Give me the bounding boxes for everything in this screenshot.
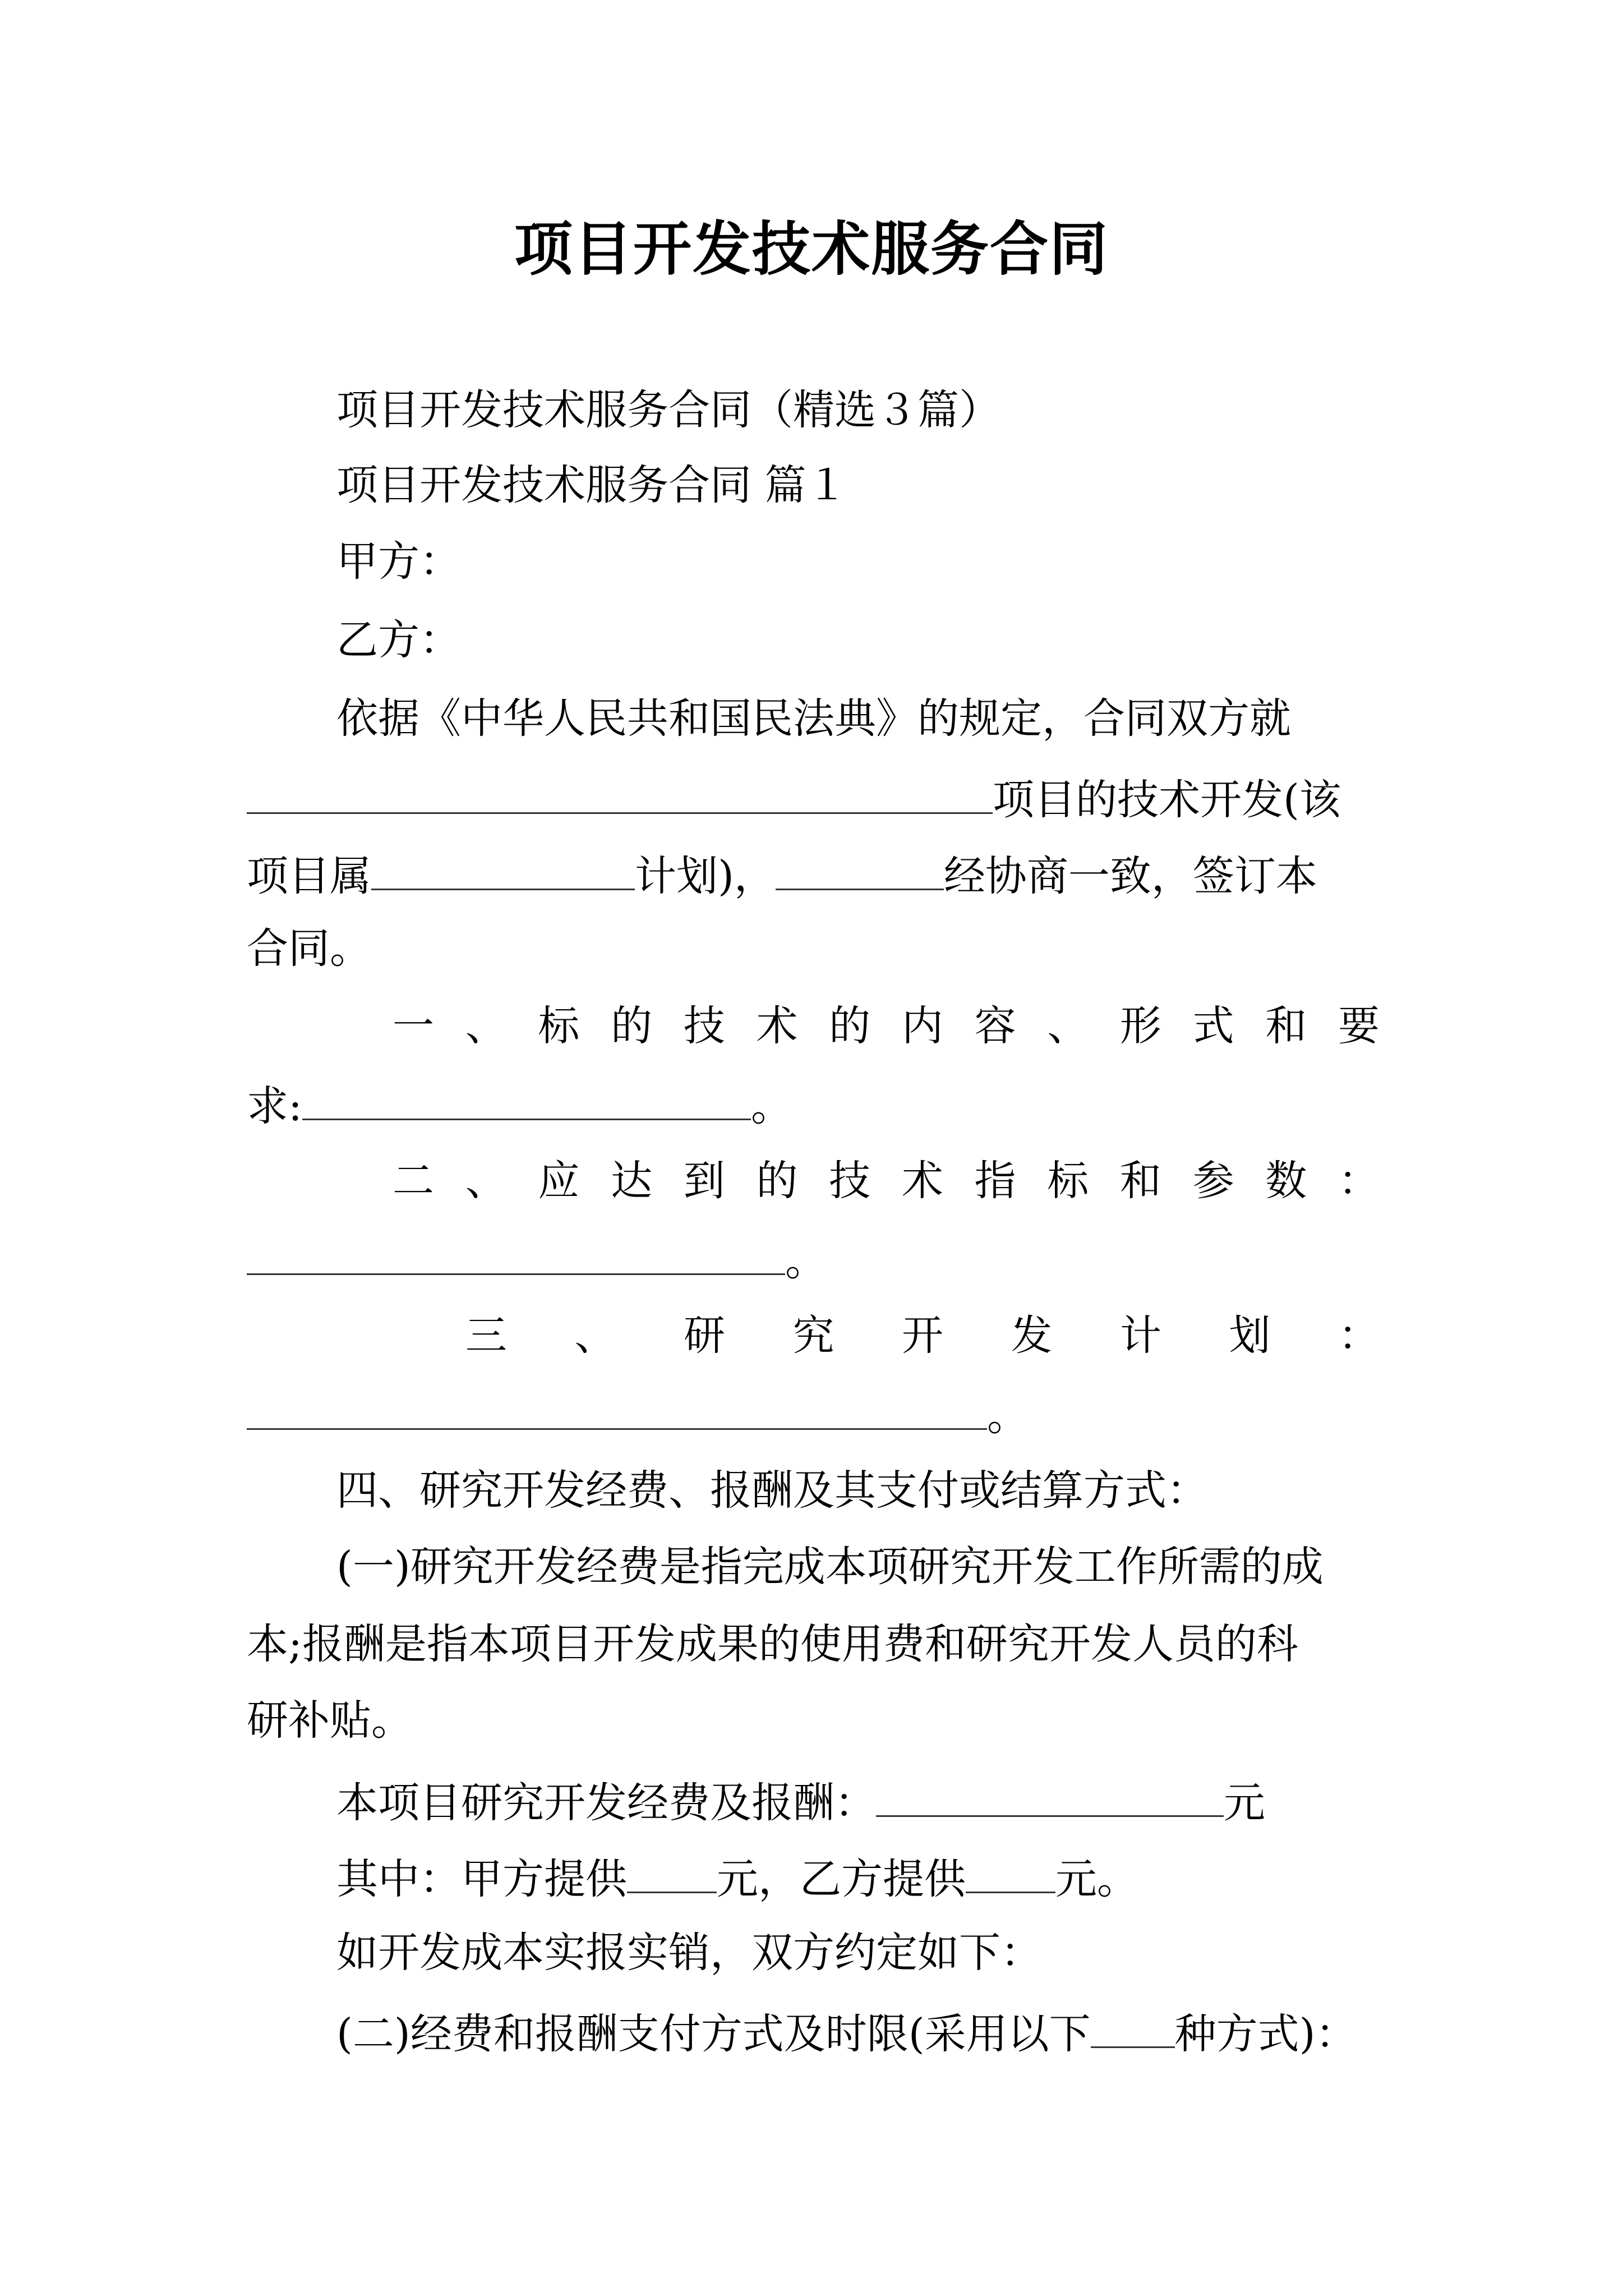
text-line: 项目开发技术服务合同（精选３篇） (336, 386, 1000, 434)
text-line: (一)研究开发经费是指完成本项研究开发工作所需的成 (336, 1543, 1324, 1591)
text-line: 依据《中华人民共和国民法典》的规定，合同双方就 (336, 694, 1291, 743)
text-line: (二)经费和报酬支付方式及时限(采用以下 种方式)： (336, 2010, 1357, 2058)
fill-blank (876, 1778, 1224, 1817)
text-line: 本项目研究开发经费及报酬： 元 (336, 1779, 1265, 1827)
fill-blank (247, 1236, 785, 1275)
fill-blank (371, 852, 635, 890)
text-line: 合同。 (247, 924, 371, 973)
section-heading-4: 四、研究开发经费、报酬及其支付或结算方式： (336, 1466, 1208, 1515)
text-line: 如开发成本实报实销，双方约定如下： (336, 1929, 1042, 1977)
text-line: 其中：甲方提供 元，乙方提供 元。 (336, 1855, 1138, 1903)
fill-blank (776, 852, 944, 890)
text-line: 本;报酬是指本项目开发成果的使用费和研究开发人员的科 (247, 1620, 1298, 1668)
text-line: 。 (247, 1236, 1380, 1281)
text-line: 研补贴。 (247, 1696, 413, 1745)
fill-blank (1091, 2009, 1175, 2048)
fill-blank (966, 1855, 1055, 1893)
text-line: 项目的技术开发(该 (247, 775, 1380, 820)
text-line: 甲方： (336, 537, 461, 586)
page-title: 项目开发技术服务合同 (514, 215, 1109, 283)
fill-blank (302, 1082, 751, 1120)
text-line: 项目属 计划)， 经协商一致，签订本 (247, 852, 1317, 900)
text-line: 乙方： (336, 616, 461, 664)
fill-blank (247, 1391, 987, 1430)
text-line: 项目开发技术服务合同 篇１ (336, 461, 848, 509)
section-heading-3: 三 、 研 究 开 发 计 划 ： (465, 1312, 1380, 1360)
text-line: 求: 。 (247, 1082, 792, 1130)
section-heading-2: 二 、 应 达 到 的 技 术 指 标 和 参 数 ： (393, 1157, 1380, 1205)
text-line: 。 (247, 1391, 1380, 1436)
fill-blank (247, 775, 993, 814)
fill-blank (627, 1855, 717, 1893)
section-heading-1: 一 、 标 的 技 术 的 内 容 、 形 式 和 要 (393, 1002, 1380, 1050)
